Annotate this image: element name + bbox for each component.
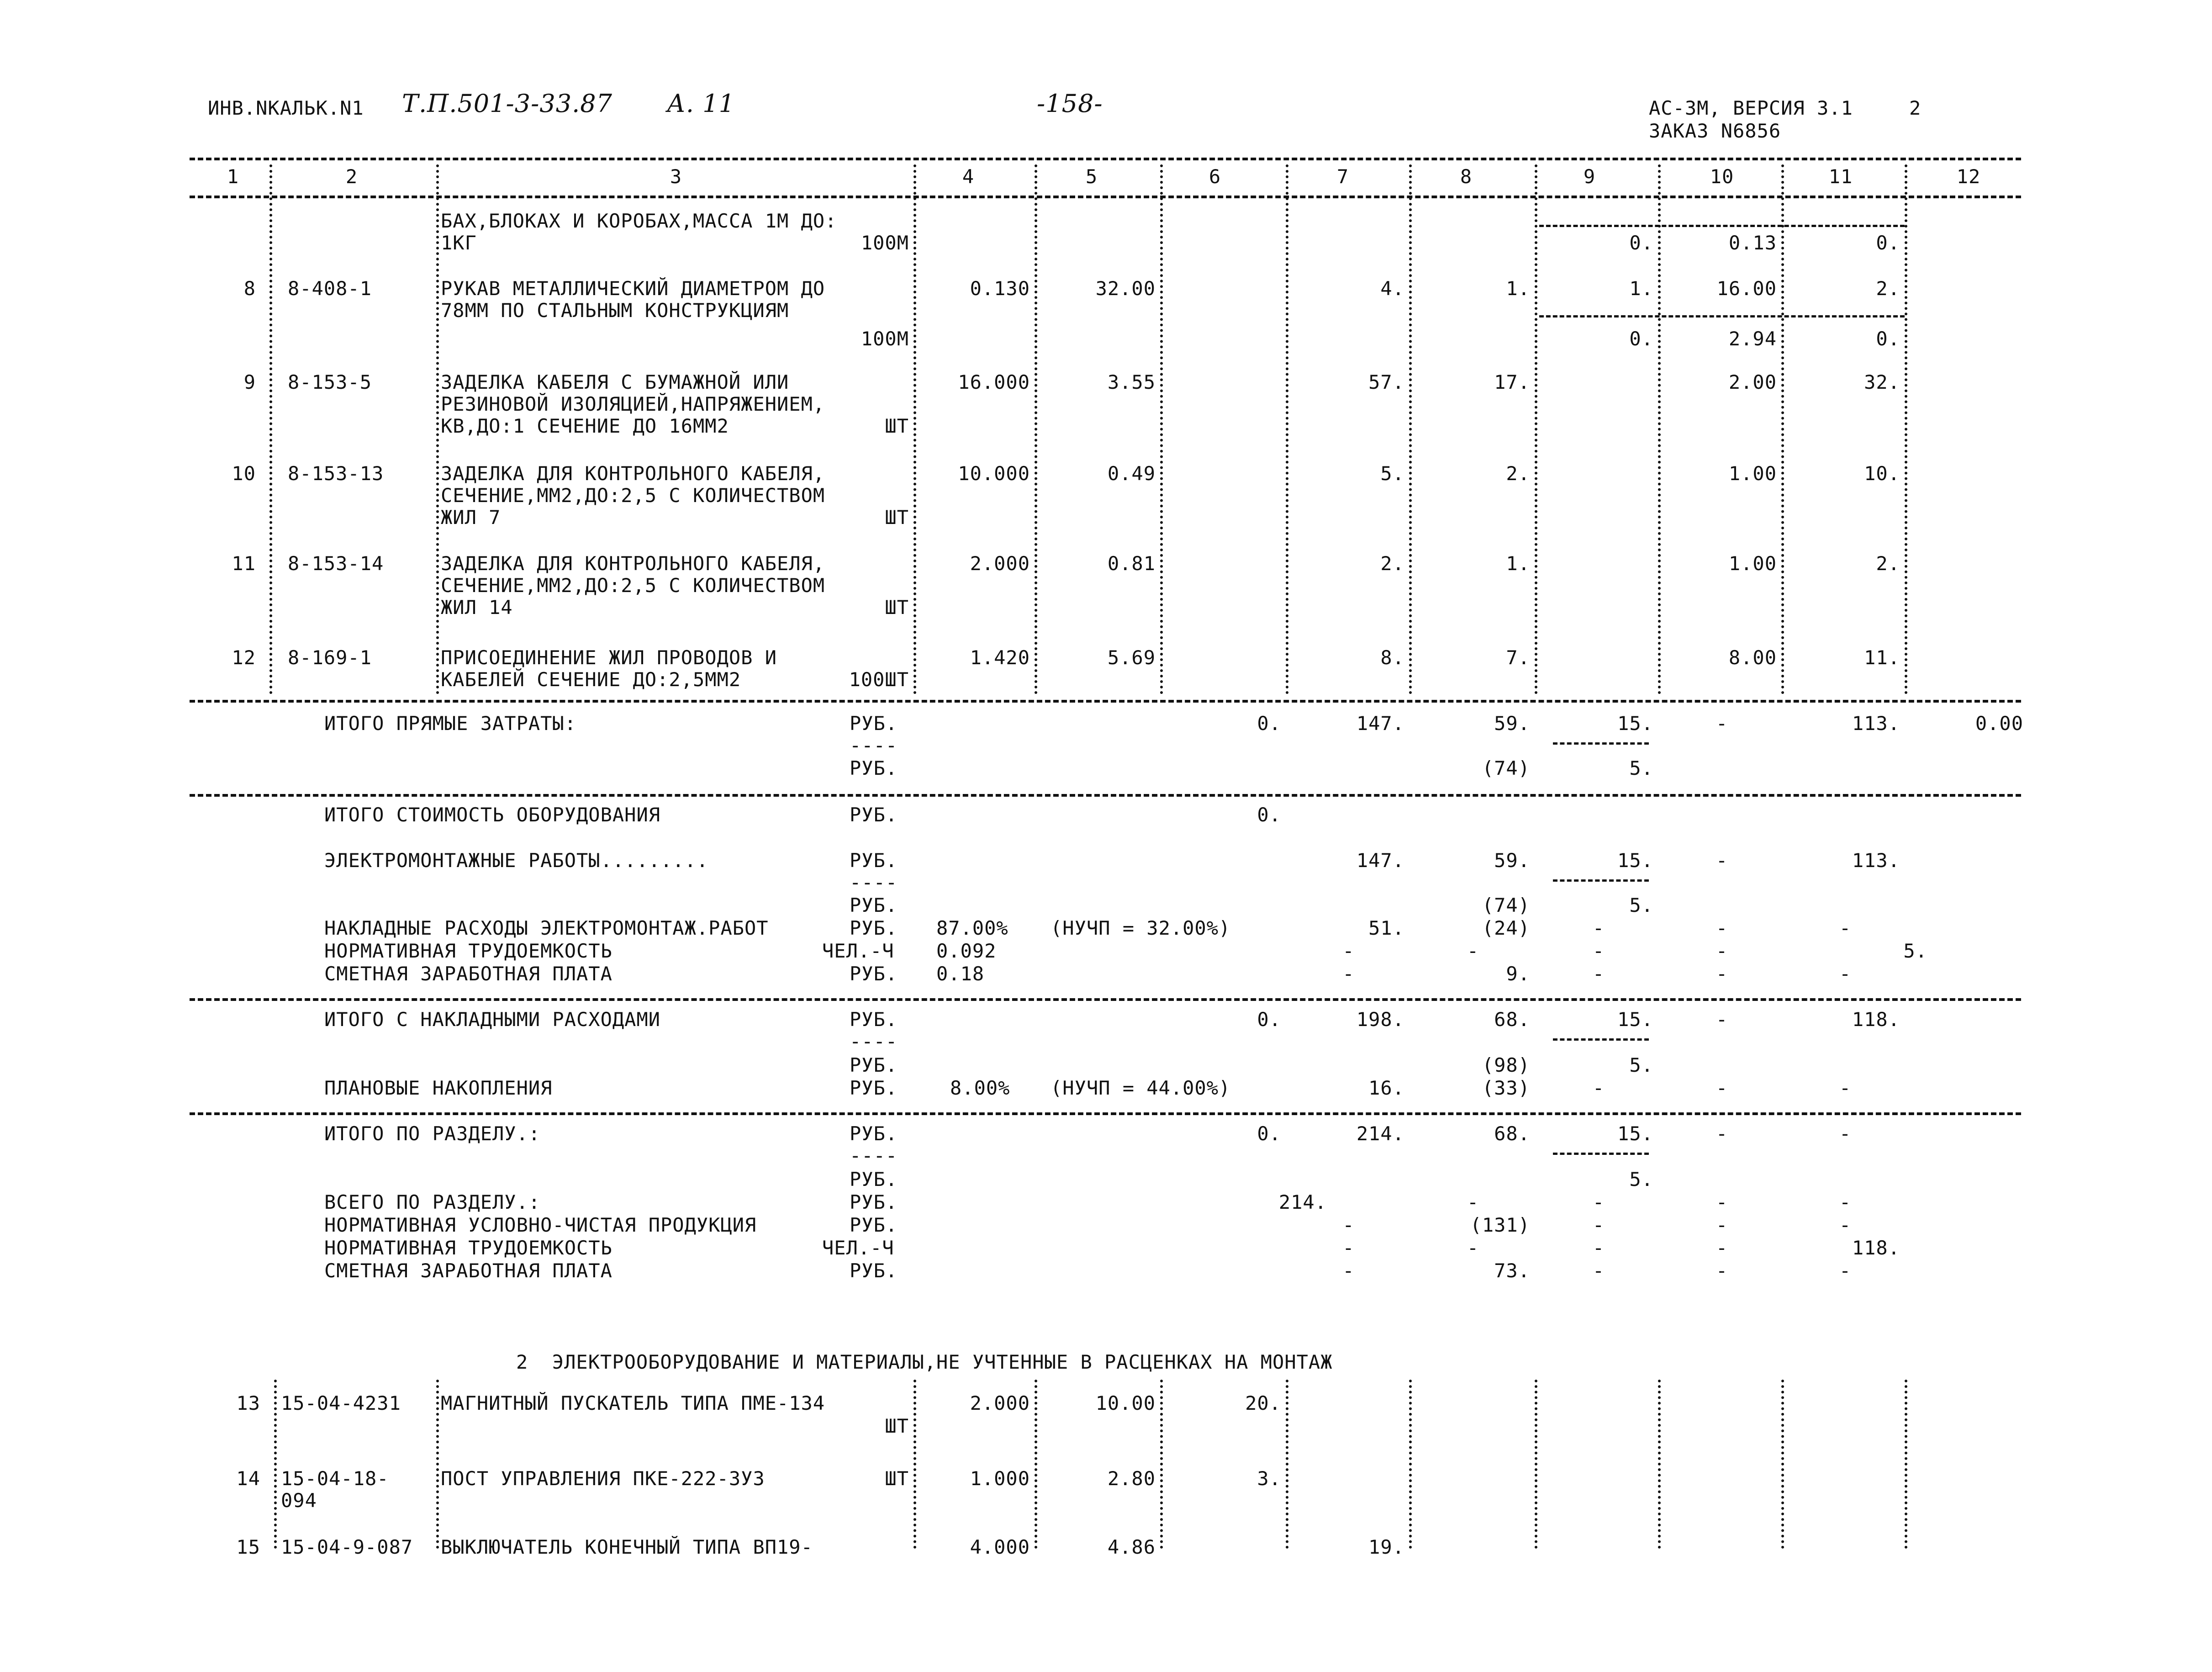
summary-labor2-c8: - [1467, 1237, 1479, 1259]
page-number: -158- [1037, 89, 1103, 118]
summary-direct-c9: 15. [1617, 712, 1653, 735]
summary-wage2-c7: - [1342, 1259, 1355, 1282]
summary-section-all-c10: - [1716, 1191, 1728, 1213]
summary-emworks-c9b: 5. [1629, 894, 1653, 916]
row-code: 8-169-1 [288, 646, 372, 669]
col-header-1: 1 [227, 165, 239, 188]
row-c4: 0.130 [970, 277, 1030, 300]
subtotal-rule [1539, 225, 1905, 227]
row-c7: 5. [1380, 462, 1404, 485]
row2-code: 15-04-9-087 [281, 1536, 413, 1558]
summary-direct-c11: 113. [1852, 712, 1900, 735]
summary-equipment-c6: 0. [1257, 804, 1281, 826]
summary-labor1-c7: - [1342, 940, 1355, 962]
section-rule [190, 1112, 2021, 1115]
col-sep [274, 1380, 277, 1549]
summary-section-total-c8: 68. [1494, 1122, 1530, 1145]
row-c11: 10. [1864, 462, 1900, 485]
row-unit: 100М [861, 232, 909, 254]
row2-c4: 4.000 [970, 1536, 1030, 1558]
summary-npr-c7: - [1342, 1214, 1355, 1236]
row-desc: СЕЧЕНИЕ,ММ2,ДО:2,5 С КОЛИЧЕСТВОМ [441, 484, 825, 507]
summary-with-overhead-c9: 15. [1617, 1008, 1653, 1031]
row2-code: 15-04-18- [281, 1467, 389, 1490]
row-number: 12 [232, 646, 256, 669]
album-number: А. 11 [667, 89, 735, 118]
col-sep [1658, 1380, 1661, 1549]
summary-wage1-c9: - [1592, 963, 1605, 985]
row2-c6: 20. [1245, 1392, 1281, 1414]
row-c10: 1.00 [1728, 462, 1777, 485]
summary-labor1-label: НОРМАТИВНАЯ ТРУДОЕМКОСТЬ [324, 940, 612, 962]
summary-direct-label: ИТОГО ПРЯМЫЕ ЗАТРАТЫ: [324, 712, 577, 735]
col-header-5: 5 [1085, 165, 1098, 188]
row-code: 8-153-14 [288, 552, 384, 575]
row-desc: 1КГ [441, 232, 477, 254]
col-header-2: 2 [345, 165, 358, 188]
row2-unit: ШТ [885, 1467, 909, 1490]
inventory-label: ИНВ.NКАЛЬК.N1 [208, 97, 364, 119]
col-sep [269, 164, 272, 694]
summary-wage2-unit: РУБ. [850, 1259, 898, 1282]
summary-overhead-c8: (24) [1482, 917, 1530, 939]
col-sep [1035, 1380, 1037, 1549]
col-sep [1409, 1380, 1412, 1549]
row-desc: ЖИЛ 14 [441, 596, 513, 619]
row2-c4: 1.000 [970, 1467, 1030, 1490]
row-desc: СЕЧЕНИЕ,ММ2,ДО:2,5 С КОЛИЧЕСТВОМ [441, 574, 825, 597]
row-c8: 7. [1506, 646, 1530, 669]
row-c4: 1.420 [970, 646, 1030, 669]
row2-number: 13 [236, 1392, 260, 1414]
row-number: 9 [243, 371, 256, 393]
summary-direct-unit2: РУБ. [850, 757, 898, 779]
summary-emworks-c9: 15. [1617, 849, 1653, 872]
row-sub-c10: 2.94 [1728, 328, 1777, 350]
row-desc: ЗАДЕЛКА ДЛЯ КОНТРОЛЬНОГО КАБЕЛЯ, [441, 552, 825, 575]
row2-c5: 2.80 [1107, 1467, 1156, 1490]
summary-section-total-unit2: РУБ. [850, 1168, 898, 1191]
col-sep [1535, 1380, 1537, 1549]
col-sep [1781, 1380, 1784, 1549]
row-c10: 16.00 [1716, 277, 1777, 300]
col-sep [1409, 164, 1412, 694]
subtotal-rule [1553, 1153, 1649, 1155]
summary-emworks-unit-sep: ---- [850, 871, 898, 894]
row2-desc: ВЫКЛЮЧАТЕЛЬ КОНЕЧНЫЙ ТИПА ВП19- [441, 1536, 813, 1558]
summary-wage2-c8: 73. [1494, 1259, 1530, 1282]
summary-emworks-c8b: (74) [1482, 894, 1530, 916]
summary-labor1-c8: - [1467, 940, 1479, 962]
row-c11: 0. [1876, 232, 1900, 254]
subtotal-rule [1553, 1038, 1649, 1041]
row2-code-line2: 094 [281, 1489, 317, 1512]
summary-direct-c10: - [1716, 712, 1728, 735]
summary-direct-c9b: 5. [1629, 757, 1653, 779]
row-c7: 57. [1368, 371, 1404, 393]
subtotal-rule [1553, 879, 1649, 882]
summary-planned-c8: (33) [1482, 1077, 1530, 1099]
row-c11: 2. [1876, 552, 1900, 575]
row2-number: 15 [236, 1536, 260, 1558]
summary-labor2-c7: - [1342, 1237, 1355, 1259]
row2-number: 14 [236, 1467, 260, 1490]
summary-direct-unit-sep: ---- [850, 734, 898, 757]
row-c4: 16.000 [958, 371, 1030, 393]
summary-with-overhead-c10: - [1716, 1008, 1728, 1031]
summary-section-all-label: ВСЕГО ПО РАЗДЕЛУ.: [324, 1191, 541, 1213]
summary-overhead-c11: - [1839, 917, 1852, 939]
summary-labor1-unit: ЧЕЛ.-Ч [822, 940, 894, 962]
col-sep [1658, 164, 1661, 694]
summary-planned-c10: - [1716, 1077, 1728, 1099]
summary-with-overhead-c9b: 5. [1629, 1054, 1653, 1076]
summary-section-all-unit: РУБ. [850, 1191, 898, 1213]
row2-unit: ШТ [885, 1415, 909, 1437]
col-header-8: 8 [1460, 165, 1473, 188]
summary-section-total-c9: 15. [1617, 1122, 1653, 1145]
col-header-6: 6 [1209, 165, 1221, 188]
summary-planned-rate: 8.00% [950, 1077, 1010, 1099]
row2-c5: 10.00 [1095, 1392, 1156, 1414]
row-desc: РУКАВ МЕТАЛЛИЧЕСКИЙ ДИАМЕТРОМ ДО [441, 277, 825, 300]
col-sep [1781, 164, 1784, 694]
summary-npr-c10: - [1716, 1214, 1728, 1236]
summary-with-overhead-unit-sep: ---- [850, 1030, 898, 1053]
row-c4: 10.000 [958, 462, 1030, 485]
row-c8: 17. [1494, 371, 1530, 393]
summary-emworks-unit: РУБ. [850, 849, 898, 872]
row2-c5: 4.86 [1107, 1536, 1156, 1558]
row2-c7: 19. [1368, 1536, 1404, 1558]
row-desc: КВ,ДО:1 СЕЧЕНИЕ ДО 16ММ2 [441, 415, 729, 437]
row-unit: 100ШТ [849, 668, 909, 691]
summary-section-total-c10: - [1716, 1122, 1728, 1145]
row-c5: 0.49 [1107, 462, 1156, 485]
summary-planned-label: ПЛАНОВЫЕ НАКОПЛЕНИЯ [324, 1077, 553, 1099]
summary-emworks-c8: 59. [1494, 849, 1530, 872]
summary-wage1-label: СМЕТНАЯ ЗАРАБОТНАЯ ПЛАТА [324, 963, 612, 985]
row-desc: ЗАДЕЛКА КАБЕЛЯ С БУМАЖНОЙ ИЛИ [441, 371, 789, 393]
summary-wage1-rate: 0.18 [936, 963, 985, 985]
summary-section-total-c7: 214. [1356, 1122, 1404, 1145]
row-unit: 100М [861, 328, 909, 350]
col-sep [1286, 1380, 1288, 1549]
sheet-number: 2 [1909, 97, 1922, 119]
row-c11: 2. [1876, 277, 1900, 300]
row-c8: 2. [1506, 462, 1530, 485]
row-desc: ПРИСОЕДИНЕНИЕ ЖИЛ ПРОВОДОВ И [441, 646, 777, 669]
row-unit: ШТ [885, 506, 909, 529]
col-sep [1160, 164, 1163, 694]
row-c5: 5.69 [1107, 646, 1156, 669]
row-c11: 11. [1864, 646, 1900, 669]
row2-c6: 3. [1257, 1467, 1281, 1490]
summary-planned-note: (НУЧП = 44.00%) [1051, 1077, 1231, 1099]
summary-section-total-c11: - [1839, 1122, 1852, 1145]
row2-code: 15-04-4231 [281, 1392, 401, 1414]
summary-direct-unit: РУБ. [850, 712, 898, 735]
row-c11: 32. [1864, 371, 1900, 393]
summary-npr-unit: РУБ. [850, 1214, 898, 1236]
row-c10: 1.00 [1728, 552, 1777, 575]
subtotal-rule [1539, 315, 1905, 317]
summary-section-total-label: ИТОГО ПО РАЗДЕЛУ.: [324, 1122, 541, 1145]
row-c8: 1. [1506, 552, 1530, 575]
row-desc: ЖИЛ 7 [441, 506, 501, 529]
summary-npr-label: НОРМАТИВНАЯ УСЛОВНО-ЧИСТАЯ ПРОДУКЦИЯ [324, 1214, 757, 1236]
summary-labor2-unit: ЧЕЛ.-Ч [822, 1237, 894, 1259]
col-header-3: 3 [670, 165, 682, 188]
summary-direct-c8b: (74) [1482, 757, 1530, 779]
row-desc: 78ММ ПО СТАЛЬНЫМ КОНСТРУКЦИЯМ [441, 299, 789, 322]
row2-c4: 2.000 [970, 1392, 1030, 1414]
summary-labor2-c11: 118. [1852, 1237, 1900, 1259]
row-c8: 1. [1506, 277, 1530, 300]
summary-with-overhead-label: ИТОГО С НАКЛАДНЫМИ РАСХОДАМИ [324, 1008, 661, 1031]
summary-emworks-label: ЭЛЕКТРОМОНТАЖНЫЕ РАБОТЫ......... [324, 849, 709, 872]
summary-overhead-c10: - [1716, 917, 1728, 939]
summary-equipment-label: ИТОГО СТОИМОСТЬ ОБОРУДОВАНИЯ [324, 804, 661, 826]
row-c10: 8.00 [1728, 646, 1777, 669]
col-header-10: 10 [1710, 165, 1734, 188]
row-number: 8 [243, 277, 256, 300]
row-desc: РЕЗИНОВОЙ ИЗОЛЯЦИЕЙ,НАПРЯЖЕНИЕМ, [441, 393, 825, 415]
summary-overhead-c9: - [1592, 917, 1605, 939]
col-header-11: 11 [1828, 165, 1853, 188]
col-sep [1905, 1380, 1907, 1549]
row-code: 8-408-1 [288, 277, 372, 300]
row-c9: 0. [1629, 232, 1653, 254]
summary-emworks-c11: 113. [1852, 849, 1900, 872]
summary-wage1-c10: - [1716, 963, 1728, 985]
col-header-4: 4 [962, 165, 975, 188]
summary-labor1-c11: 5. [1903, 940, 1927, 962]
summary-wage2-c9: - [1592, 1259, 1605, 1282]
summary-wage1-c11: - [1839, 963, 1852, 985]
col-sep [1286, 164, 1288, 694]
summary-emworks-c10: - [1716, 849, 1728, 872]
summary-labor1-rate: 0.092 [936, 940, 997, 962]
summary-section-total-unit: РУБ. [850, 1122, 898, 1145]
row-code: 8-153-5 [288, 371, 372, 393]
summary-section-all-c6: 214. [1278, 1191, 1327, 1213]
header-rule-top [190, 158, 2021, 160]
row-code: 8-153-13 [288, 462, 384, 485]
section-rule [190, 998, 2021, 1001]
row-desc: КАБЕЛЕЙ СЕЧЕНИЕ ДО:2,5ММ2 [441, 668, 741, 691]
row-c10: 0.13 [1728, 232, 1777, 254]
summary-wage2-c10: - [1716, 1259, 1728, 1282]
summary-labor2-label: НОРМАТИВНАЯ ТРУДОЕМКОСТЬ [324, 1237, 612, 1259]
row-c5: 3.55 [1107, 371, 1156, 393]
summary-npr-c9: - [1592, 1214, 1605, 1236]
row-c7: 8. [1380, 646, 1404, 669]
summary-wage1-c7: - [1342, 963, 1355, 985]
summary-with-overhead-c8b: (98) [1482, 1054, 1530, 1076]
summary-direct-c8: 59. [1494, 712, 1530, 735]
row-unit: ШТ [885, 596, 909, 619]
section-rule [190, 794, 2021, 797]
row2-desc: ПОСТ УПРАВЛЕНИЯ ПКЕ-222-3У3 [441, 1467, 765, 1490]
summary-direct-c6: 0. [1257, 712, 1281, 735]
col-sep [436, 1380, 439, 1549]
summary-emworks-unit2: РУБ. [850, 894, 898, 916]
col-sep [913, 164, 916, 694]
project-number: Т.П.501-3-33.87 [402, 89, 612, 118]
col-sep [1035, 164, 1037, 694]
col-header-9: 9 [1583, 165, 1596, 188]
row-sub-c9: 0. [1629, 328, 1653, 350]
summary-section-all-c8: - [1467, 1191, 1479, 1213]
row-number: 11 [232, 552, 256, 575]
summary-labor2-c10: - [1716, 1237, 1728, 1259]
summary-with-overhead-c7: 198. [1356, 1008, 1404, 1031]
col-sep [436, 164, 439, 694]
summary-planned-unit: РУБ. [850, 1077, 898, 1099]
summary-npr-c11: - [1839, 1214, 1852, 1236]
summary-with-overhead-c6: 0. [1257, 1008, 1281, 1031]
row-number: 10 [232, 462, 256, 485]
summary-overhead-rate: 87.00% [936, 917, 1008, 939]
header-rule-bottom [190, 196, 2021, 198]
col-sep [1160, 1380, 1163, 1549]
summary-labor1-c10: - [1716, 940, 1728, 962]
order-number: ЗАКАЗ N6856 [1649, 120, 1781, 142]
summary-overhead-label: НАКЛАДНЫЕ РАСХОДЫ ЭЛЕКТРОМОНТАЖ.РАБОТ [324, 917, 769, 939]
summary-wage2-label: СМЕТНАЯ ЗАРАБОТНАЯ ПЛАТА [324, 1259, 612, 1282]
row-c7: 4. [1380, 277, 1404, 300]
row-desc: ЗАДЕЛКА ДЛЯ КОНТРОЛЬНОГО КАБЕЛЯ, [441, 462, 825, 485]
col-header-12: 12 [1956, 165, 1981, 188]
summary-wage1-unit: РУБ. [850, 963, 898, 985]
program-version: АС-3М, ВЕРСИЯ 3.1 [1649, 97, 1853, 119]
row-c5: 32.00 [1095, 277, 1156, 300]
section-rule [190, 700, 2021, 703]
summary-planned-c11: - [1839, 1077, 1852, 1099]
summary-section-total-c9b: 5. [1629, 1168, 1653, 1191]
summary-overhead-unit: РУБ. [850, 917, 898, 939]
summary-with-overhead-c11: 118. [1852, 1008, 1900, 1031]
subtotal-rule [1553, 742, 1649, 745]
section2-title: 2 ЭЛЕКТРООБОРУДОВАНИЕ И МАТЕРИАЛЫ,НЕ УЧТЕННЫЕ В РАСЦЕНКАХ НА МОНТАЖ [516, 1351, 1333, 1373]
summary-with-overhead-c8: 68. [1494, 1008, 1530, 1031]
summary-equipment-unit: РУБ. [850, 804, 898, 826]
summary-section-all-c11: - [1839, 1191, 1852, 1213]
summary-labor2-c9: - [1592, 1237, 1605, 1259]
summary-emworks-c7: 147. [1356, 849, 1404, 872]
summary-with-overhead-unit2: РУБ. [850, 1054, 898, 1076]
summary-section-total-unit-sep: ---- [850, 1144, 898, 1167]
summary-overhead-c7: 51. [1368, 917, 1404, 939]
summary-wage1-c8: 9. [1506, 963, 1530, 985]
row-c10: 2.00 [1728, 371, 1777, 393]
row-c5: 0.81 [1107, 552, 1156, 575]
summary-direct-c12: 0.00 [1975, 712, 2023, 735]
row-desc: БАХ,БЛОКАХ И КОРОБАХ,МАССА 1М ДО: [441, 210, 837, 232]
summary-npr-c8: (131) [1470, 1214, 1530, 1236]
row-unit: ШТ [885, 415, 909, 437]
col-header-7: 7 [1336, 165, 1349, 188]
summary-overhead-note: (НУЧП = 32.00%) [1051, 917, 1231, 939]
col-sep [1535, 164, 1537, 694]
row-c7: 2. [1380, 552, 1404, 575]
summary-section-total-c6: 0. [1257, 1122, 1281, 1145]
row-sub-c11: 0. [1876, 328, 1900, 350]
summary-wage2-c11: - [1839, 1259, 1852, 1282]
summary-direct-c7: 147. [1356, 712, 1404, 735]
summary-labor1-c9: - [1592, 940, 1605, 962]
col-sep [1905, 164, 1907, 694]
summary-planned-c9: - [1592, 1077, 1605, 1099]
row-c9: 1. [1629, 277, 1653, 300]
row-c4: 2.000 [970, 552, 1030, 575]
summary-section-all-c9: - [1592, 1191, 1605, 1213]
summary-with-overhead-unit: РУБ. [850, 1008, 898, 1031]
col-sep [913, 1380, 916, 1549]
summary-planned-c7: 16. [1368, 1077, 1404, 1099]
row2-desc: МАГНИТНЫЙ ПУСКАТЕЛЬ ТИПА ПМЕ-134 [441, 1392, 825, 1414]
